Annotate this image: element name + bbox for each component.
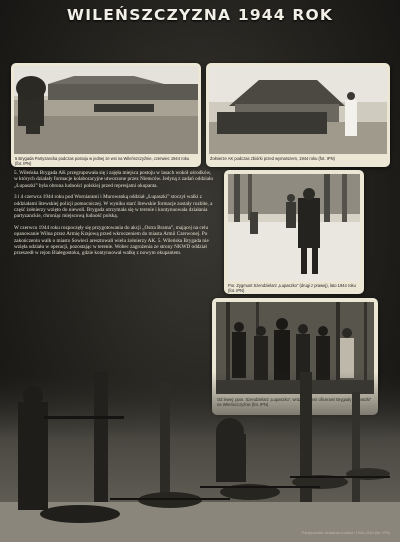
photo-village-caption: 5 Brygada Partyzancka podczas postoju w jednej ze wsi na Wileńszczyźnie, czerwiec 1944 roku (fot. IPN) bbox=[15, 156, 190, 166]
paragraph-3: W czerwcu 1944 roku rozpoczęły się przygotowania do akcji „Ostra Brama”, mającej na celu opanowanie Wilna przez Armię Krajową przed wkroczeniem do miasta Armii Czerwonej. Po zakończeniu walk o miasto Sowieci aresztowali wielu żołnierzy AK. 5. Wileńska Brygada nie wzięła udziału w operacji, pozostając w terenie. Wobec zagrożenia ze strony NKWD oddział przeszedł w rejon Białegostoku, gdzie kontynuował walkę z nowym okupantem. bbox=[14, 224, 209, 257]
village-photo-image bbox=[14, 66, 198, 154]
paragraph-2: 3 i 4 czerwca 1944 roku pod Worniarami i Murowanką oddział „Łupaszki” stoczył walki z oddziałami litewskiej policji pomocniczej. W wyniku starć litewskie formacje zostały rozbite, a część żołnierzy wzięto do niewoli. Brygada utrzymała się w terenie i kontynuowała działania partyzanckie, chroniąc miejscową ludność polską. bbox=[14, 194, 213, 220]
photo-assembly bbox=[206, 63, 390, 167]
photo-officer-caption: Por. Zygmunt Szendzielarz „Łupaszko” (drugi z prawej), lato 1944 roku (fot. IPN) bbox=[228, 283, 356, 293]
text-panel bbox=[14, 170, 216, 360]
photo-village bbox=[11, 63, 201, 167]
poster-footer: Partyzanckie działania w latach 1944-1944 (fot. IPN) bbox=[301, 531, 390, 535]
paragraph-1: 5. Wileńska Brygada AK przegrupowała się i zajęła miejsca postoju w lasach wokół ośrodków, w których działały formacje kolaboracyjne utworzone przez Niemców. Jedyną z zadań oddziału „Łupaszki” była obrona ludności polskiej przed represjami okupanta. bbox=[14, 170, 214, 189]
assembly-photo-image bbox=[209, 66, 387, 154]
poster-title: WILEŃSZCZYZNA 1944 ROK bbox=[66, 6, 334, 24]
photo-officer bbox=[224, 170, 364, 294]
photo-assembly-caption: Żołnierze AK podczas zbiórki przed wymarszem, 1944 roku (fot. IPN) bbox=[210, 156, 335, 161]
forest-soldiers-background bbox=[0, 372, 400, 542]
officer-photo-image bbox=[228, 174, 360, 281]
